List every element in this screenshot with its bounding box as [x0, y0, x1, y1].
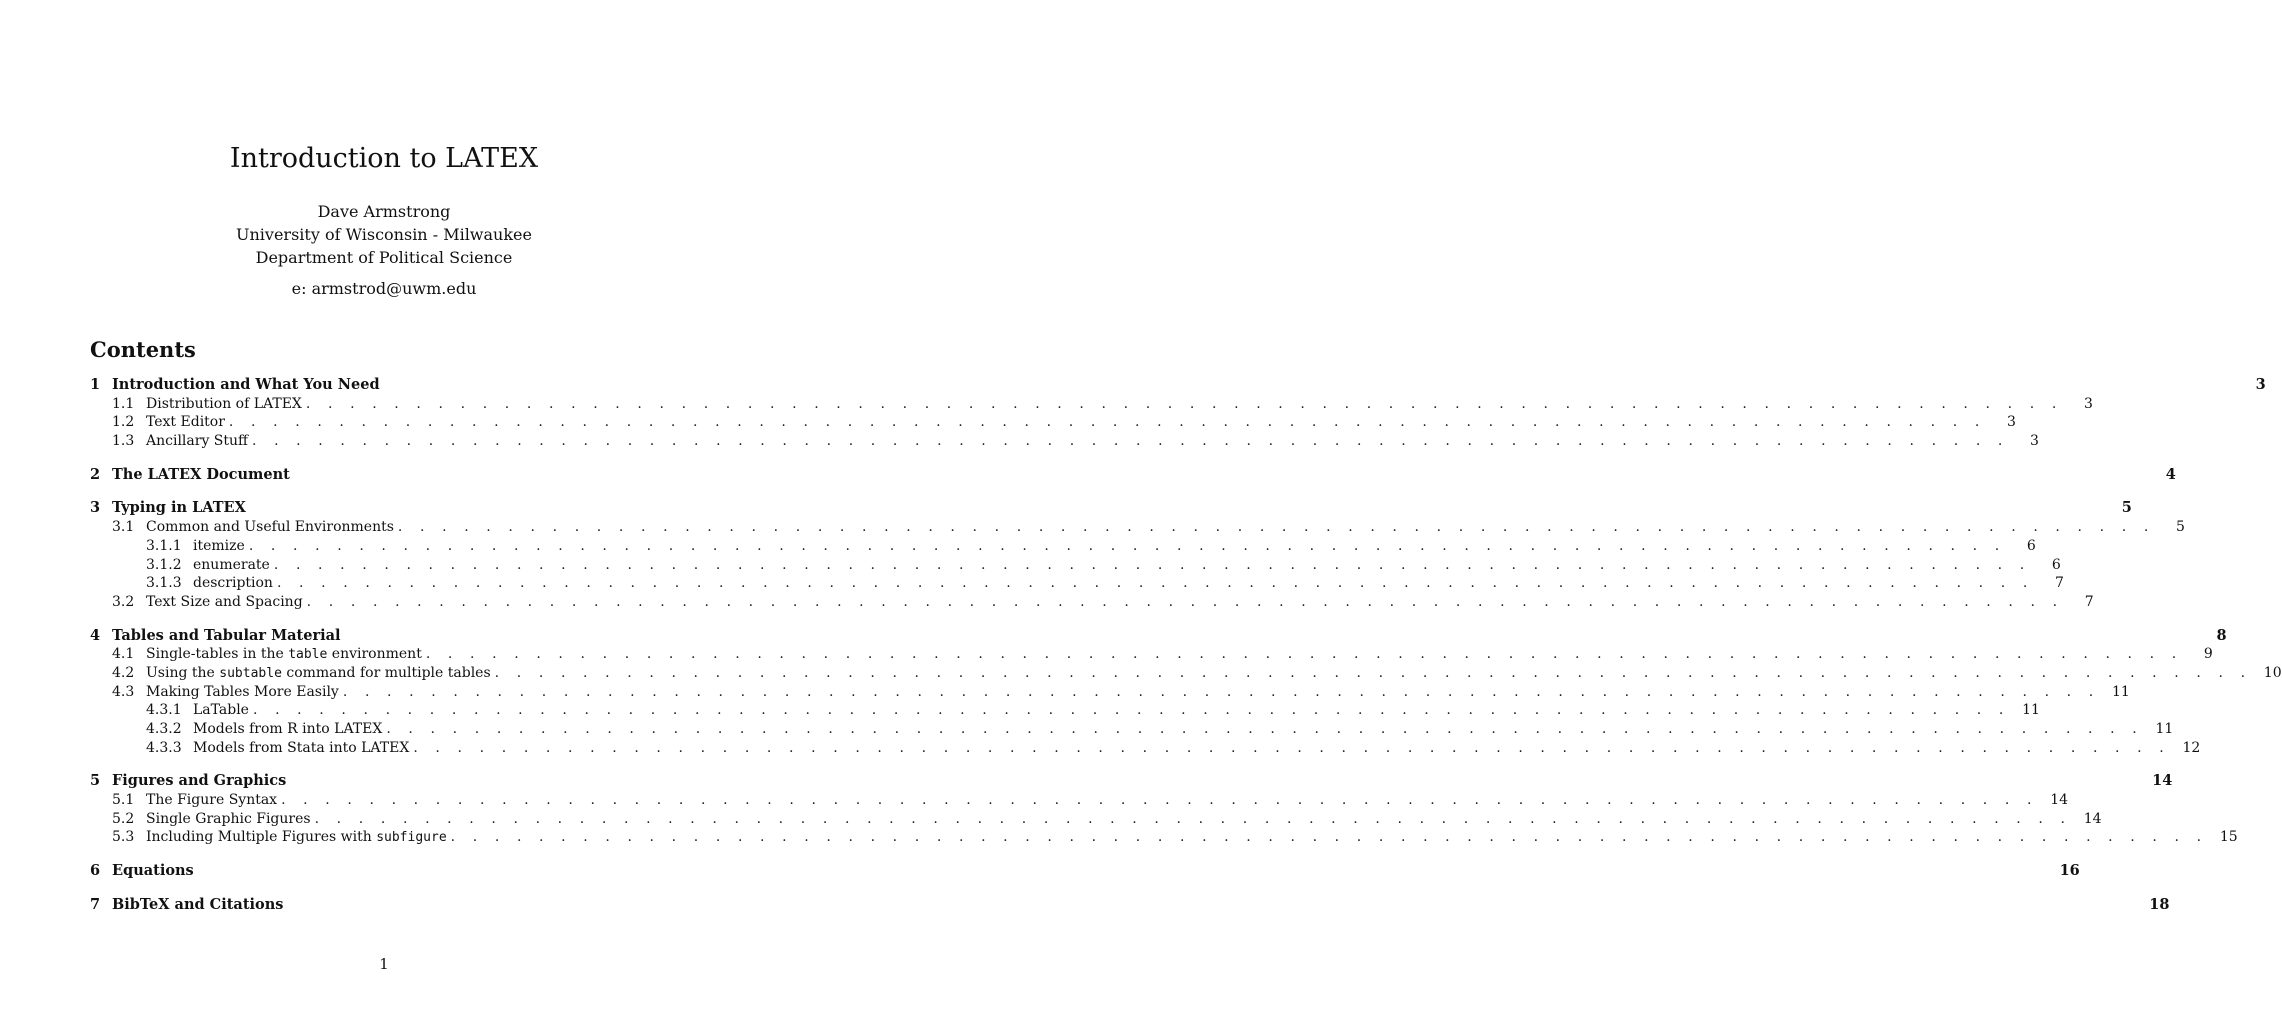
toc-entry-title: Single Graphic Figures [146, 810, 311, 827]
toc-entry-title-text: command for multiple tables [281, 664, 491, 681]
toc-entry[interactable] [90, 518, 2185, 537]
toc-entry-page: 10 [2263, 664, 2282, 681]
toc-entry-number: 3.1 [112, 519, 135, 536]
toc-entry-title: Figures and Graphics [112, 772, 287, 790]
toc-entry-title [146, 645, 422, 665]
toc-entry-number: 1 [90, 376, 101, 393]
toc-entry-title-text: Including Multiple Figures with [146, 829, 377, 846]
toc-entry[interactable] [90, 395, 2093, 414]
toc-entry-title: Tables and Tabular Material [112, 626, 341, 644]
toc-entry-title: enumerate [193, 556, 270, 573]
toc-entry-number: 4 [90, 626, 101, 644]
toc-entry-page: 14 [2152, 772, 2173, 790]
toc-entry-number: 3.1.1 [146, 537, 182, 554]
affiliation-university: University of Wisconsin - Milwaukee [236, 225, 532, 244]
toc-entry[interactable] [90, 862, 2080, 881]
toc-entry-title: Text Editor [146, 414, 225, 431]
toc-dot-leader: . . . . . . . . . . . . . . . . . . . . . . . . . . . . . . . . . . . . . . . . . . . . . . . . . . . . . . . . . . . . . . . . . . . . . . . . . . . . . . . . [314, 810, 2072, 827]
toc-entry-number: 3.2 [112, 593, 135, 610]
toc-dot-leader: . . . . . . . . . . . . . . . . . . . . . . . . . . . . . . . . . . . . . . . . . . . . . . . . . . . . . . . . . . . . . . . . . . . . . . . . . . . . . . . . [248, 537, 2006, 554]
toc-entry-page: 14 [2083, 810, 2102, 827]
toc-entry-page: 6 [2051, 556, 2061, 573]
toc-dot-leader: . . . . . . . . . . . . . . . . . . . . . . . . . . . . . . . . . . . . . . . . . . . . . . . . . . . . . . . . . . . . . . . . . . . . . . . . . . . . . . . . [494, 664, 2252, 681]
toc-entry-title: Typing in LATEX [112, 499, 246, 517]
toc-entry-number: 1.3 [112, 433, 135, 450]
toc-entry[interactable] [90, 499, 2132, 518]
toc-entry-page: 5 [2175, 519, 2185, 536]
toc-entry-page: 3 [2030, 433, 2039, 450]
toc-entry[interactable] [90, 413, 2016, 432]
toc-entry-number: 3 [90, 499, 101, 517]
toc-entry-page: 7 [2055, 575, 2064, 592]
toc-entry[interactable] [90, 556, 2061, 575]
document-title: Introduction to LATEX [229, 143, 539, 174]
toc-entry-number: 4.2 [112, 664, 135, 681]
toc-entry[interactable] [90, 810, 2102, 829]
toc-dot-leader: . . . . . . . . . . . . . . . . . . . . . . . . . . . . . . . . . . . . . . . . . . . . . . . . . . . . . . . . . . . . . . . . . . . . . . . . . . . . . . . . [273, 556, 2031, 573]
toc-entry[interactable] [90, 895, 2170, 915]
toc-entry-page: 15 [2219, 829, 2238, 846]
toc-entry-title: description [193, 575, 273, 592]
toc-entry[interactable] [90, 593, 2094, 612]
author-block [0, 200, 768, 269]
toc-dot-leader: . . . . . . . . . . . . . . . . . . . . . . . . . . . . . . . . . . . . . . . . . . . . . . . . . . . . . . . . . . . . . . . . . . . . . . . . . . . . . . . . [413, 739, 2171, 756]
toc-entry-number: 4.1 [112, 646, 135, 663]
toc-entry-number: 6 [90, 862, 101, 880]
toc-entry-page: 16 [2059, 862, 2080, 880]
toc-entry[interactable] [90, 772, 2173, 791]
toc-entry[interactable] [90, 537, 2036, 556]
toc-entry-page: 18 [2149, 895, 2170, 913]
toc-entry[interactable] [90, 739, 2201, 758]
toc-entry[interactable] [90, 376, 2266, 395]
toc-entry[interactable] [90, 701, 2040, 720]
toc-entry[interactable] [90, 626, 2227, 646]
toc-entry-page: 5 [2121, 499, 2132, 517]
toc-entry-title [146, 664, 491, 684]
toc-entry-number: 1.1 [112, 395, 135, 412]
author-name: Dave Armstrong [317, 202, 451, 221]
page-number: 1 [379, 955, 389, 973]
toc-entry-title: LaTable [193, 702, 249, 719]
toc-entry-code-term: subfigure [376, 830, 447, 846]
toc-dot-leader: . . . . . . . . . . . . . . . . . . . . . . . . . . . . . . . . . . . . . . . . . . . . . . . . . . . . . . . . . . . . . . . . . . . . . . . . . . . . . . . . [276, 575, 2034, 592]
toc-entry-number: 5.1 [112, 792, 135, 809]
toc-entry[interactable] [90, 664, 2282, 683]
toc-entry[interactable] [90, 465, 2176, 485]
toc-dot-leader: . . . . . . . . . . . . . . . . . . . . . . . . . . . . . . . . . . . . . . . . . . . . . . . . . . . . . . . . . . . . . . . . . . . . . . . . . . . . . . . . [305, 395, 2063, 412]
toc-entry-title: Making Tables More Easily [146, 683, 339, 700]
affiliation-department: Department of Political Science [255, 248, 513, 267]
toc-entry-number: 5.3 [112, 829, 135, 846]
toc-entry-page: 8 [2216, 626, 2227, 644]
toc-entry-page: 3 [2255, 376, 2266, 393]
toc-entry-page: 3 [2083, 395, 2093, 412]
toc-entry-page: 12 [2182, 739, 2201, 756]
toc-entry-title: The LATEX Document [112, 465, 290, 483]
toc-entry[interactable] [90, 574, 2064, 593]
table-of-contents [90, 376, 2282, 915]
toc-entry-number: 1.2 [112, 414, 135, 431]
toc-entry-title [146, 828, 447, 848]
toc-entry-title: Common and Useful Environments [146, 519, 394, 536]
toc-dot-leader: . . . . . . . . . . . . . . . . . . . . . . . . . . . . . . . . . . . . . . . . . . . . . . . . . . . . . . . . . . . . . . . . . . . . . . . . . . . . . . . . [228, 414, 1986, 431]
toc-entry[interactable] [90, 791, 2069, 810]
toc-entry-number: 4.3.2 [146, 721, 182, 737]
toc-entry[interactable] [90, 683, 2130, 702]
contents-heading: Contents [90, 337, 196, 362]
toc-entry-page: 4 [2165, 465, 2176, 483]
toc-entry-title: Text Size and Spacing [146, 593, 303, 610]
toc-entry[interactable] [90, 828, 2238, 847]
toc-entry-title-text: Single-tables in the [146, 646, 289, 663]
toc-entry-number: 5 [90, 772, 101, 790]
toc-entry-number: 4.3.3 [146, 739, 182, 756]
toc-entry-page: 11 [2022, 702, 2040, 719]
toc-entry-title: BibTeX and Citations [112, 895, 284, 913]
toc-entry-page: 11 [2112, 683, 2130, 700]
toc-entry-number: 5.2 [112, 810, 135, 827]
toc-entry-page: 11 [2155, 721, 2174, 737]
toc-entry-number: 3.1.3 [146, 575, 182, 592]
toc-entry-title-text: Using the [146, 664, 220, 681]
toc-entry[interactable] [90, 432, 2039, 451]
toc-entry-page: 9 [2203, 646, 2213, 663]
toc-entry-code-term: subtable [219, 665, 282, 681]
toc-entry-title: Introduction and What You Need [112, 376, 380, 393]
toc-entry-page: 7 [2084, 593, 2094, 610]
toc-entry[interactable] [90, 720, 2174, 739]
toc-entry-code-term: table [288, 647, 328, 663]
toc-entry-title: Models from R into LATEX [193, 721, 383, 737]
toc-entry-title-text: environment [327, 646, 422, 663]
toc-dot-leader: . . . . . . . . . . . . . . . . . . . . . . . . . . . . . . . . . . . . . . . . . . . . . . . . . . . . . . . . . . . . . . . . . . . . . . . . . . . . . . . . [306, 593, 2064, 610]
toc-entry-number: 4.3 [112, 683, 135, 700]
toc-entry-number: 4.3.1 [146, 702, 182, 719]
toc-entry-title: Distribution of LATEX [146, 395, 302, 412]
toc-entry-page: 14 [2050, 792, 2069, 809]
toc-entry-title: Equations [112, 862, 194, 880]
toc-entry-title: itemize [193, 537, 245, 554]
toc-entry-page: 3 [2006, 414, 2016, 431]
author-email: e: armstrod@uwm.edu [291, 279, 477, 298]
toc-dot-leader: . . . . . . . . . . . . . . . . . . . . . . . . . . . . . . . . . . . . . . . . . . . . . . . . . . . . . . . . . . . . . . . . . . . . . . . . . . . . . . . . [425, 646, 2183, 663]
toc-dot-leader: . . . . . . . . . . . . . . . . . . . . . . . . . . . . . . . . . . . . . . . . . . . . . . . . . . . . . . . . . . . . . . . . . . . . . . . . . . . . . . . . [281, 792, 2039, 809]
toc-dot-leader: . . . . . . . . . . . . . . . . . . . . . . . . . . . . . . . . . . . . . . . . . . . . . . . . . . . . . . . . . . . . . . . . . . . . . . . . . . . . . . . . [342, 683, 2100, 700]
toc-dot-leader: . . . . . . . . . . . . . . . . . . . . . . . . . . . . . . . . . . . . . . . . . . . . . . . . . . . . . . . . . . . . . . . . . . . . . . . . . . . . . . . . [252, 702, 2010, 719]
toc-entry-title: The Figure Syntax [146, 792, 278, 809]
toc-entry-number: 7 [90, 895, 101, 913]
toc-dot-leader: . . . . . . . . . . . . . . . . . . . . . . . . . . . . . . . . . . . . . . . . . . . . . . . . . . . . . . . . . . . . . . . . . . . . . . . . . . . . . . . . [397, 519, 2155, 536]
toc-entry-title: Models from Stata into LATEX [193, 739, 410, 756]
toc-entry-number: 3.1.2 [146, 556, 182, 573]
toc-entry-title: Ancillary Stuff [146, 433, 248, 450]
toc-dot-leader: . . . . . . . . . . . . . . . . . . . . . . . . . . . . . . . . . . . . . . . . . . . . . . . . . . . . . . . . . . . . . . . . . . . . . . . . . . . . . . . . [450, 829, 2208, 846]
toc-entry[interactable] [90, 645, 2213, 664]
toc-dot-leader: . . . . . . . . . . . . . . . . . . . . . . . . . . . . . . . . . . . . . . . . . . . . . . . . . . . . . . . . . . . . . . . . . . . . . . . . . . . . . . . . [386, 721, 2144, 737]
toc-dot-leader: . . . . . . . . . . . . . . . . . . . . . . . . . . . . . . . . . . . . . . . . . . . . . . . . . . . . . . . . . . . . . . . . . . . . . . . . . . . . . . . . [251, 433, 2009, 450]
toc-entry-page: 6 [2026, 537, 2036, 554]
toc-entry-number: 2 [90, 465, 101, 483]
